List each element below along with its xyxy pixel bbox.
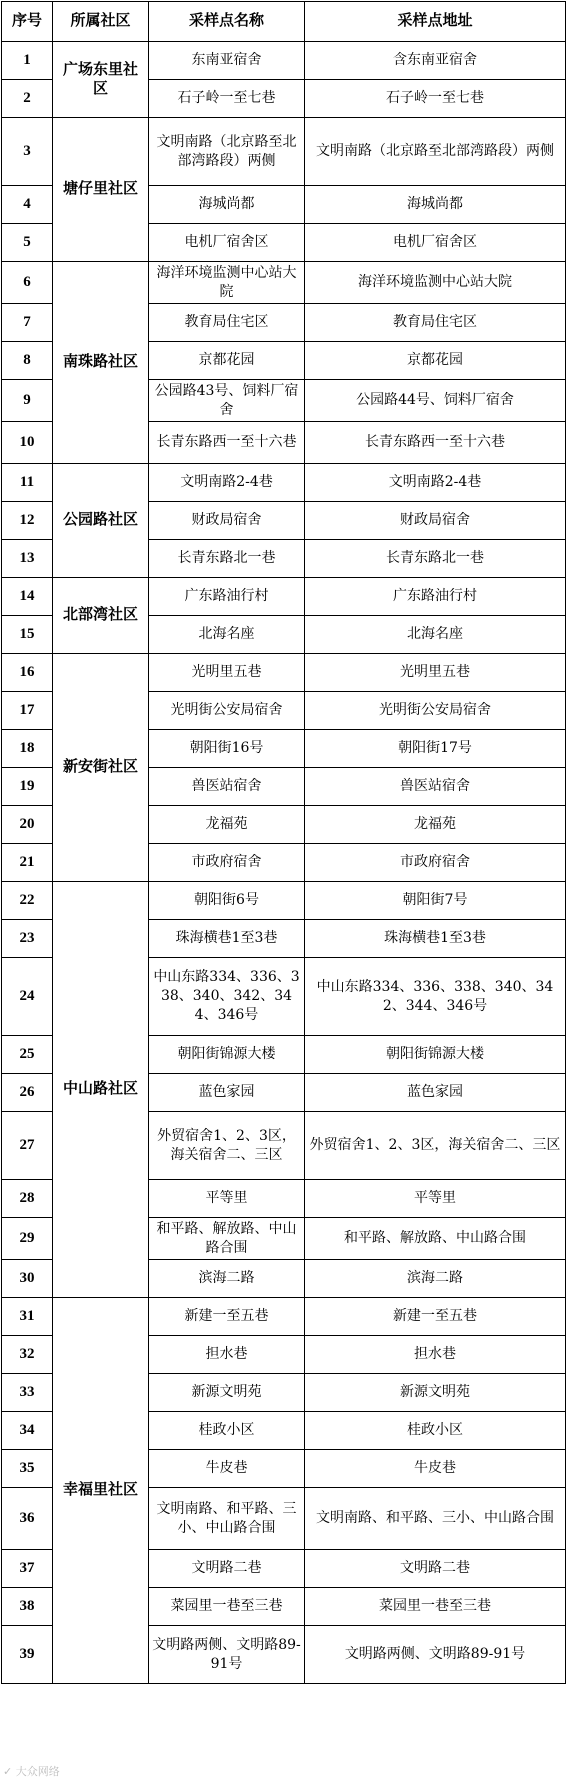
sampling-point-address: 文明南路2-4巷 bbox=[305, 464, 566, 502]
row-serial-number: 3 bbox=[2, 118, 53, 186]
row-serial-number: 8 bbox=[2, 342, 53, 380]
sampling-point-name: 和平路、解放路、中山路合围 bbox=[149, 1218, 305, 1260]
sampling-point-name: 朝阳街6号 bbox=[149, 882, 305, 920]
sampling-point-address: 龙福苑 bbox=[305, 806, 566, 844]
row-serial-number: 4 bbox=[2, 186, 53, 224]
community-name: 公园路社区 bbox=[53, 464, 149, 578]
row-serial-number: 10 bbox=[2, 422, 53, 464]
table-body bbox=[2, 42, 566, 1684]
community-name: 塘仔里社区 bbox=[53, 118, 149, 262]
sampling-point-address: 石子岭一至七巷 bbox=[305, 80, 566, 118]
sampling-point-address: 海洋环境监测中心站大院 bbox=[305, 262, 566, 304]
sampling-point-name: 文明路二巷 bbox=[149, 1550, 305, 1588]
sampling-point-address: 文明南路、和平路、三小、中山路合围 bbox=[305, 1488, 566, 1550]
sampling-point-address: 电机厂宿舍区 bbox=[305, 224, 566, 262]
sampling-point-name: 石子岭一至七巷 bbox=[149, 80, 305, 118]
sampling-point-address: 平等里 bbox=[305, 1180, 566, 1218]
sampling-point-address: 教育局住宅区 bbox=[305, 304, 566, 342]
sampling-point-name: 文明南路（北京路至北部湾路段）两侧 bbox=[149, 118, 305, 186]
row-serial-number: 21 bbox=[2, 844, 53, 882]
sampling-point-name: 广东路油行村 bbox=[149, 578, 305, 616]
row-serial-number: 2 bbox=[2, 80, 53, 118]
row-serial-number: 14 bbox=[2, 578, 53, 616]
sampling-point-address: 长青东路北一巷 bbox=[305, 540, 566, 578]
sampling-point-address: 朝阳街17号 bbox=[305, 730, 566, 768]
row-serial-number: 1 bbox=[2, 42, 53, 80]
row-serial-number: 7 bbox=[2, 304, 53, 342]
row-serial-number: 18 bbox=[2, 730, 53, 768]
sampling-point-address: 市政府宿舍 bbox=[305, 844, 566, 882]
row-serial-number: 6 bbox=[2, 262, 53, 304]
table-row bbox=[2, 118, 566, 186]
sampling-point-address: 财政局宿舍 bbox=[305, 502, 566, 540]
row-serial-number: 15 bbox=[2, 616, 53, 654]
community-name: 中山路社区 bbox=[53, 882, 149, 1298]
row-serial-number: 23 bbox=[2, 920, 53, 958]
sampling-point-name: 平等里 bbox=[149, 1180, 305, 1218]
header-serial-number: 序号 bbox=[2, 2, 53, 42]
table-row bbox=[2, 578, 566, 616]
community-name: 广场东里社区 bbox=[53, 42, 149, 118]
row-serial-number: 28 bbox=[2, 1180, 53, 1218]
sampling-point-name: 文明路两侧、文明路89-91号 bbox=[149, 1626, 305, 1684]
row-serial-number: 33 bbox=[2, 1374, 53, 1412]
header-community: 所属社区 bbox=[53, 2, 149, 42]
sampling-point-name: 教育局住宅区 bbox=[149, 304, 305, 342]
row-serial-number: 20 bbox=[2, 806, 53, 844]
row-serial-number: 22 bbox=[2, 882, 53, 920]
sampling-point-address: 滨海二路 bbox=[305, 1260, 566, 1298]
sampling-point-address: 文明南路（北京路至北部湾路段）两侧 bbox=[305, 118, 566, 186]
sampling-point-name: 光明里五巷 bbox=[149, 654, 305, 692]
watermark: ✓ 大众网络 bbox=[3, 1765, 60, 1778]
table-row bbox=[2, 654, 566, 692]
sampling-point-name: 龙福苑 bbox=[149, 806, 305, 844]
sampling-point-name: 公园路43号、饲料厂宿舍 bbox=[149, 380, 305, 422]
sampling-point-address: 兽医站宿舍 bbox=[305, 768, 566, 806]
sampling-point-name: 牛皮巷 bbox=[149, 1450, 305, 1488]
sampling-point-name: 电机厂宿舍区 bbox=[149, 224, 305, 262]
sampling-point-address: 文明路两侧、文明路89-91号 bbox=[305, 1626, 566, 1684]
row-serial-number: 29 bbox=[2, 1218, 53, 1260]
sampling-point-address: 含东南亚宿舍 bbox=[305, 42, 566, 80]
sampling-point-name: 文明南路2-4巷 bbox=[149, 464, 305, 502]
row-serial-number: 11 bbox=[2, 464, 53, 502]
sampling-point-name: 朝阳街16号 bbox=[149, 730, 305, 768]
header-sampling-point-name: 采样点名称 bbox=[149, 2, 305, 42]
header-sampling-point-address: 采样点地址 bbox=[305, 2, 566, 42]
sampling-point-address: 外贸宿舍1、2、3区，海关宿舍二、三区 bbox=[305, 1112, 566, 1180]
row-serial-number: 34 bbox=[2, 1412, 53, 1450]
sampling-point-address: 牛皮巷 bbox=[305, 1450, 566, 1488]
row-serial-number: 19 bbox=[2, 768, 53, 806]
table-row bbox=[2, 464, 566, 502]
row-serial-number: 12 bbox=[2, 502, 53, 540]
sampling-point-name: 菜园里一巷至三巷 bbox=[149, 1588, 305, 1626]
row-serial-number: 30 bbox=[2, 1260, 53, 1298]
row-serial-number: 38 bbox=[2, 1588, 53, 1626]
community-name: 新安街社区 bbox=[53, 654, 149, 882]
sampling-point-address: 菜园里一巷至三巷 bbox=[305, 1588, 566, 1626]
sampling-point-name: 长青东路北一巷 bbox=[149, 540, 305, 578]
row-serial-number: 9 bbox=[2, 380, 53, 422]
sampling-point-address: 朝阳街锦源大楼 bbox=[305, 1036, 566, 1074]
sampling-point-address: 海城尚都 bbox=[305, 186, 566, 224]
row-serial-number: 27 bbox=[2, 1112, 53, 1180]
sampling-point-name: 京都花园 bbox=[149, 342, 305, 380]
row-serial-number: 17 bbox=[2, 692, 53, 730]
sampling-point-address: 蓝色家园 bbox=[305, 1074, 566, 1112]
sampling-point-address: 桂政小区 bbox=[305, 1412, 566, 1450]
table-row bbox=[2, 262, 566, 304]
sampling-point-address: 广东路油行村 bbox=[305, 578, 566, 616]
row-serial-number: 25 bbox=[2, 1036, 53, 1074]
row-serial-number: 31 bbox=[2, 1298, 53, 1336]
sampling-point-name: 新源文明苑 bbox=[149, 1374, 305, 1412]
community-name: 南珠路社区 bbox=[53, 262, 149, 464]
sampling-point-name: 新建一至五巷 bbox=[149, 1298, 305, 1336]
sampling-point-address: 和平路、解放路、中山路合围 bbox=[305, 1218, 566, 1260]
sampling-point-name: 海城尚都 bbox=[149, 186, 305, 224]
table-row bbox=[2, 42, 566, 80]
sampling-point-name: 光明街公安局宿舍 bbox=[149, 692, 305, 730]
sampling-point-name: 北海名座 bbox=[149, 616, 305, 654]
sampling-point-name: 东南亚宿舍 bbox=[149, 42, 305, 80]
sampling-point-name: 兽医站宿舍 bbox=[149, 768, 305, 806]
sampling-point-address: 光明街公安局宿舍 bbox=[305, 692, 566, 730]
row-serial-number: 36 bbox=[2, 1488, 53, 1550]
table-row bbox=[2, 1298, 566, 1336]
row-serial-number: 26 bbox=[2, 1074, 53, 1112]
sampling-point-address: 光明里五巷 bbox=[305, 654, 566, 692]
sampling-point-name: 滨海二路 bbox=[149, 1260, 305, 1298]
row-serial-number: 32 bbox=[2, 1336, 53, 1374]
sampling-point-address: 京都花园 bbox=[305, 342, 566, 380]
sampling-point-address: 公园路44号、饲料厂宿舍 bbox=[305, 380, 566, 422]
row-serial-number: 16 bbox=[2, 654, 53, 692]
sampling-point-address: 中山东路334、336、338、340、342、344、346号 bbox=[305, 958, 566, 1036]
sampling-point-name: 长青东路西一至十六巷 bbox=[149, 422, 305, 464]
sampling-point-name: 桂政小区 bbox=[149, 1412, 305, 1450]
sampling-point-address: 长青东路西一至十六巷 bbox=[305, 422, 566, 464]
sampling-point-name: 外贸宿舍1、2、3区，海关宿舍二、三区 bbox=[149, 1112, 305, 1180]
table-header-row bbox=[2, 2, 566, 42]
row-serial-number: 5 bbox=[2, 224, 53, 262]
row-serial-number: 13 bbox=[2, 540, 53, 578]
sampling-point-name: 财政局宿舍 bbox=[149, 502, 305, 540]
sampling-point-address: 新建一至五巷 bbox=[305, 1298, 566, 1336]
sampling-point-name: 担水巷 bbox=[149, 1336, 305, 1374]
sampling-point-name: 珠海横巷1至3巷 bbox=[149, 920, 305, 958]
row-serial-number: 24 bbox=[2, 958, 53, 1036]
sampling-point-address: 朝阳街7号 bbox=[305, 882, 566, 920]
sampling-point-name: 中山东路334、336、338、340、342、344、346号 bbox=[149, 958, 305, 1036]
community-name: 幸福里社区 bbox=[53, 1298, 149, 1684]
sampling-point-address: 北海名座 bbox=[305, 616, 566, 654]
sampling-point-address: 珠海横巷1至3巷 bbox=[305, 920, 566, 958]
sampling-point-address: 新源文明苑 bbox=[305, 1374, 566, 1412]
sampling-point-address: 担水巷 bbox=[305, 1336, 566, 1374]
row-serial-number: 35 bbox=[2, 1450, 53, 1488]
table-row bbox=[2, 882, 566, 920]
sampling-point-name: 朝阳街锦源大楼 bbox=[149, 1036, 305, 1074]
sampling-points-table bbox=[1, 1, 566, 1684]
sampling-point-address: 文明路二巷 bbox=[305, 1550, 566, 1588]
row-serial-number: 37 bbox=[2, 1550, 53, 1588]
sampling-points-document bbox=[1, 1, 565, 1778]
sampling-point-name: 蓝色家园 bbox=[149, 1074, 305, 1112]
sampling-point-name: 文明南路、和平路、三小、中山路合围 bbox=[149, 1488, 305, 1550]
row-serial-number: 39 bbox=[2, 1626, 53, 1684]
sampling-point-name: 海洋环境监测中心站大院 bbox=[149, 262, 305, 304]
sampling-point-name: 市政府宿舍 bbox=[149, 844, 305, 882]
community-name: 北部湾社区 bbox=[53, 578, 149, 654]
